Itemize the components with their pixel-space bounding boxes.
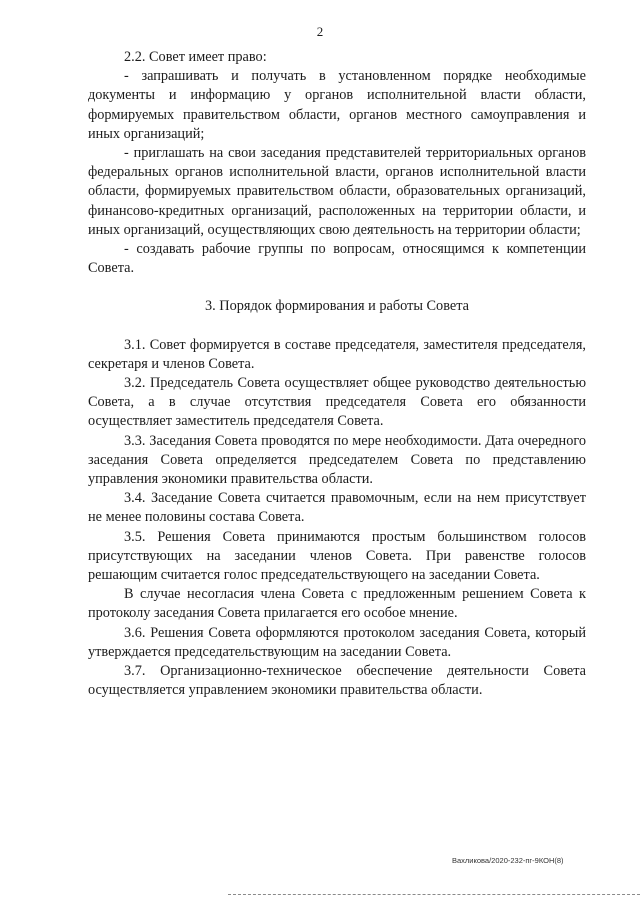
rights-item: - приглашать на свои заседания представителей территориальных органов федеральных органов исполнительной власти, органов исполнительной власти области, формируемых правительством области, образовательных организаций, финансово-кредитных организаций, расположенных на территории области, и иных организаций, осуществляющих свою деятельность на территории области; — [88, 145, 586, 238]
clause-3-1: 3.1. Совет формируется в составе председателя, заместителя председателя, секретаря и членов Совета. — [88, 336, 586, 372]
section-2-2-intro: 2.2. Совет имеет право: — [124, 49, 267, 65]
clause-3-5: 3.5. Решения Совета принимаются простым большинством голосов присутствующих на заседании членов Совета. При равенстве голосов решающим считается голос председательствующего на заседании Совета. — [88, 528, 586, 584]
clause-3-6: 3.6. Решения Совета оформляются протоколом заседания Совета, который утверждается председательствующим на заседании Совета. — [88, 624, 586, 660]
section-2-2 — [88, 48, 586, 278]
document-body — [88, 48, 586, 701]
clause-3-5-dissent: В случае несогласия члена Совета с предложенным решением Совета к протоколу заседания Совета прилагается его особое мнение. — [88, 586, 586, 622]
section-3-heading: 3. Порядок формирования и работы Совета — [205, 298, 469, 315]
rights-item: - запрашивать и получать в установленном порядке необходимые документы и информацию у органов исполнительной власти области, формируемых правительством области, органов местного самоуправления и иных организаций; — [88, 68, 586, 142]
clause-3-2: 3.2. Председатель Совета осуществляет общее руководство деятельностью Совета, а в случае отсутствия председателя Совета его обязанности осуществляет заместитель председателя Совета. — [88, 375, 586, 430]
section-3 — [88, 336, 586, 701]
rights-item: - создавать рабочие группы по вопросам, относящимся к компетенции Совета. — [88, 241, 586, 277]
footer-divider — [228, 894, 640, 895]
clause-3-3: 3.3. Заседания Совета проводятся по мере необходимости. Дата очередного заседания Совета определяется председателем Совета по представлению управления экономики правительства области. — [88, 432, 586, 488]
page-number: 2 — [316, 24, 324, 39]
document-registration-code: Вахликова/2020-232-пг-9КОН(8) — [452, 856, 564, 865]
clause-3-7: 3.7. Организационно-техническое обеспечение деятельности Совета осуществляется управлением экономики правительства области. — [88, 663, 586, 699]
clause-3-4: 3.4. Заседание Совета считается правомочным, если на нем присутствует не менее половины состава Совета. — [88, 490, 586, 526]
